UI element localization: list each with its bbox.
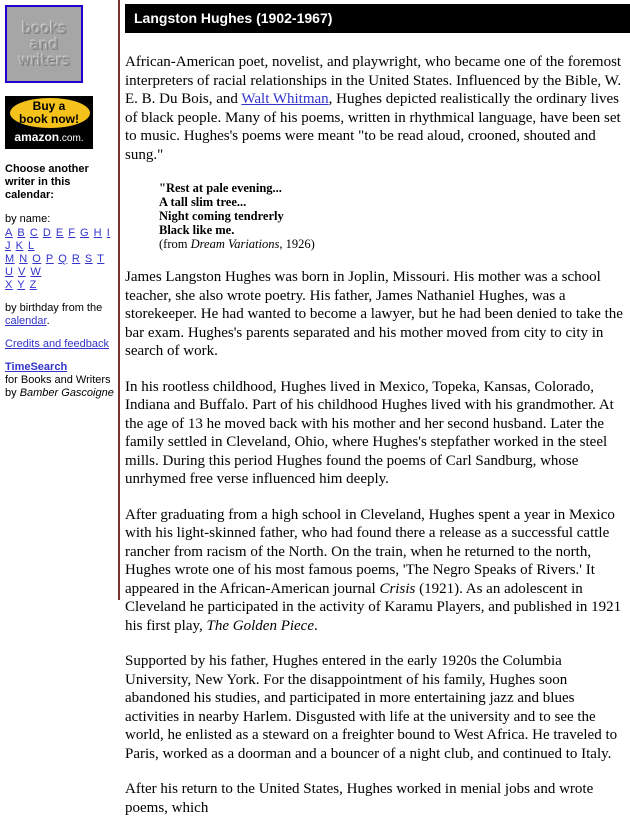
alpha-link-a[interactable]: A bbox=[5, 227, 13, 239]
timesearch-by-prefix: by bbox=[5, 387, 20, 399]
alphabet-index bbox=[5, 227, 114, 292]
alphabet-row-2 bbox=[5, 253, 114, 279]
amazon-brand bbox=[6, 129, 92, 148]
amazon-brand-word: amazon bbox=[14, 130, 60, 144]
paragraph-birth: James Langston Hughes was born in Joplin, Missouri. His mother was a school teacher, she also wrote poetry. His father, James Nathaniel Hughes, was a storekeeper. He had wanted to become a lawyer, but he had been denied to take the bar exam. Hughes's parents separated and his mother moved from city to city in search of work. bbox=[125, 269, 623, 359]
walt-whitman-link[interactable]: Walt Whitman bbox=[241, 91, 329, 107]
poem-line-2: A tall slim tree... bbox=[159, 195, 247, 209]
alpha-link-s[interactable]: S bbox=[84, 253, 93, 265]
alpha-link-c[interactable]: C bbox=[29, 227, 39, 239]
alphabet-row-3 bbox=[5, 279, 114, 292]
poem-quote bbox=[159, 181, 630, 251]
play-golden-piece-title: The Golden Piece bbox=[206, 617, 314, 634]
amazon-line-2: book now! bbox=[19, 112, 79, 126]
sidebar bbox=[0, 0, 118, 600]
alpha-link-p[interactable]: P bbox=[45, 253, 54, 265]
by-birthday-label: by birthday from the bbox=[5, 302, 103, 314]
alpha-link-o[interactable]: O bbox=[32, 253, 42, 265]
by-name-label: by name: bbox=[5, 213, 51, 225]
page-title: Langston Hughes (1902-1967) bbox=[125, 4, 630, 33]
amazon-oval-text bbox=[19, 100, 79, 126]
amazon-oval bbox=[6, 97, 92, 129]
journal-crisis-title: Crisis bbox=[379, 580, 416, 597]
alpha-link-y[interactable]: Y bbox=[17, 279, 26, 291]
poem-source-suffix: , 1926) bbox=[279, 237, 315, 251]
timesearch-block bbox=[5, 361, 114, 400]
paragraph-mexico-part-a: After graduating from a high school in Cleveland, Hughes spent a year in Mexico with his light-skinned father, who had found there a release as a successful cattle rancher from racism of the North. On the train, when he returned to the north, Hughes wrote one of his most famous poems, 'The Negro Speaks of Rivers.' It appeared in the African-American journal bbox=[125, 506, 615, 597]
poem-line-3: Night coming tendrerly bbox=[159, 209, 284, 223]
alpha-link-d[interactable]: D bbox=[42, 227, 52, 239]
by-birthday-block bbox=[5, 302, 114, 328]
paragraph-mexico-part-b: (1921). As an adolescent in Cleveland he participated in the activity of Karamu Players, and published in 1921 his first play, bbox=[125, 580, 622, 634]
credits-block bbox=[5, 338, 114, 351]
timesearch-link[interactable]: TimeSearch bbox=[5, 361, 68, 373]
alpha-link-e[interactable]: E bbox=[55, 227, 64, 239]
paragraph-intro-part-b: , Hughes depicted realistically the ordinary lives of black people. Many of his poems, written in rhythmical language, have been set to music. Hughes's poems were meant "to be read aloud, crooned, shouted and sung." bbox=[125, 91, 621, 163]
amazon-buy-book-button[interactable] bbox=[5, 96, 93, 149]
timesearch-link-wrap bbox=[5, 361, 114, 374]
alphabet-row-1 bbox=[5, 227, 114, 253]
alpha-link-w[interactable]: W bbox=[30, 266, 42, 278]
main-content bbox=[125, 0, 630, 816]
alpha-link-v[interactable]: V bbox=[18, 266, 26, 278]
alpha-link-m[interactable]: M bbox=[5, 253, 15, 265]
alpha-link-j[interactable]: J bbox=[5, 240, 11, 252]
alpha-link-x[interactable]: X bbox=[5, 279, 13, 291]
paragraph-return: After his return to the United States, Hughes worked in menial jobs and wrote poems, which bbox=[125, 781, 594, 816]
paragraph-mexico-part-c: . bbox=[314, 617, 318, 634]
paragraph-childhood: In his rootless childhood, Hughes lived in Mexico, Topeka, Kansas, Colorado, Indiana and Buffalo. Part of his childhood Hughes lived with his grandmother. At the age of 13 he moved back with his mother and her second husband. Later the family settled in Cleveland, Ohio, where Hughes's stepfather worked in the steel mills. During this period Hughes found the poems of Carl Sandburg, whose unrhymed free verse influenced him deeply. bbox=[125, 378, 614, 487]
alpha-link-h[interactable]: H bbox=[93, 227, 103, 239]
amazon-line-1: Buy a bbox=[32, 99, 66, 113]
alpha-link-k[interactable]: K bbox=[15, 240, 24, 252]
paragraph-intro bbox=[125, 53, 630, 164]
alpha-link-r[interactable]: R bbox=[71, 253, 81, 265]
logo-line-3: writers bbox=[18, 51, 70, 69]
alpha-link-b[interactable]: B bbox=[17, 227, 26, 239]
poem-source-prefix: (from bbox=[159, 237, 191, 251]
alpha-link-u[interactable]: U bbox=[5, 266, 14, 278]
credits-and-feedback-link[interactable]: Credits and feedback bbox=[5, 338, 109, 350]
paragraph-intro-part-a: African-American poet, novelist, and playwright, who became one of the foremost interpreters of racial relationships in the United States. Influenced by the Bible, W. E. B. Du Bois, and bbox=[125, 54, 622, 107]
alpha-link-t[interactable]: T bbox=[97, 253, 105, 265]
alpha-link-n[interactable]: N bbox=[19, 253, 28, 265]
logo-line-2: and bbox=[29, 35, 59, 53]
timesearch-subtitle: for Books and Writers bbox=[5, 374, 111, 386]
alpha-link-q[interactable]: Q bbox=[58, 253, 68, 265]
alpha-link-g[interactable]: G bbox=[80, 227, 90, 239]
alpha-link-z[interactable]: Z bbox=[29, 279, 37, 291]
poem-line-4: Black like me. bbox=[159, 223, 235, 237]
paragraph-mexico bbox=[125, 506, 630, 636]
alpha-link-l[interactable]: L bbox=[27, 240, 35, 252]
calendar-period: . bbox=[46, 315, 50, 327]
column-divider bbox=[118, 0, 120, 600]
poem-source-title: Dream Variations bbox=[190, 237, 280, 251]
logo-line-1: books bbox=[21, 19, 67, 37]
poem-line-1: "Rest at pale evening... bbox=[159, 181, 282, 195]
timesearch-author: Bamber Gascoigne bbox=[19, 387, 114, 399]
site-logo[interactable] bbox=[5, 5, 83, 83]
timesearch-author-line bbox=[5, 387, 114, 400]
poem-source bbox=[159, 237, 630, 251]
paragraph-columbia: Supported by his father, Hughes entered in the early 1920s the Columbia University, New York. For the disappointment of his family, Hughes soon abandoned his studies, and participated in more entertaining jazz and blues activities in nearby Harlem. Disgusted with life at the university and to see the world, he enlisted as a steward on a freighter bound to West Africa. He traveled to Paris, worked as a doorman and a bouncer of a night club, and continued to Italy. bbox=[125, 653, 618, 762]
calendar-link[interactable]: calendar bbox=[5, 315, 47, 327]
alpha-link-f[interactable]: F bbox=[68, 227, 76, 239]
choose-writer-heading: Choose another writer in this calendar: bbox=[5, 163, 89, 201]
amazon-brand-dotcom: .com. bbox=[59, 133, 84, 144]
alpha-link-i[interactable]: I bbox=[106, 227, 111, 239]
